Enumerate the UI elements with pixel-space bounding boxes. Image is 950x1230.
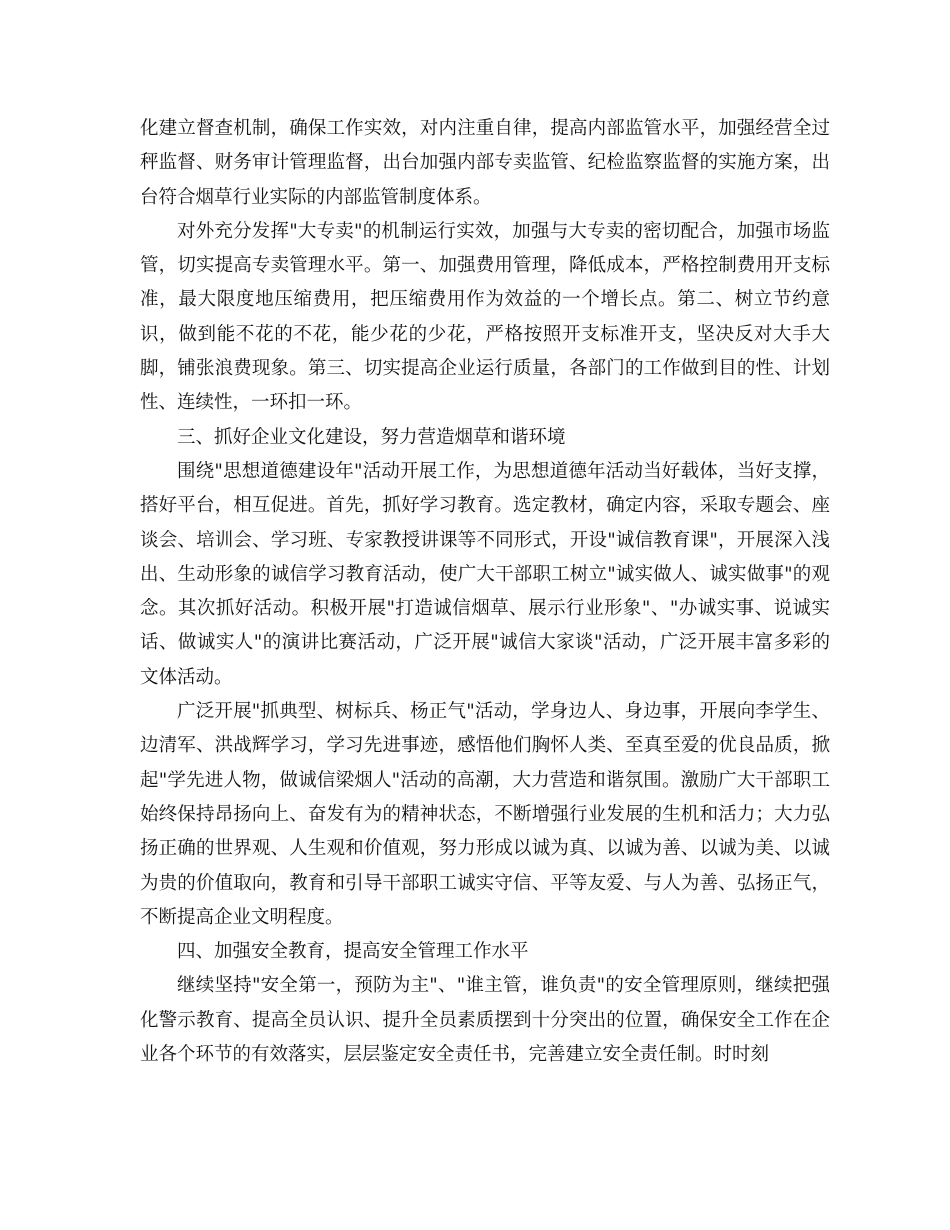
paragraph-external-supervision: 对外充分发挥"大专卖"的机制运行实效，加强与大专卖的密切配合，加强市场监管，切实提高专卖管理水平。第一、加强费用管理，降低成本，严格控制费用开支标准，最大限度地压缩费用，把压缩费用作为效益的一个增长点。第二、树立节约意识，做到能不花的不花，能少花的少花，严格按照开支标准开支，坚决反对大手大脚，铺张浪费现象。第三、切实提高企业运行质量，各部门的工作做到目的性、计划性、连续性，一环扣一环。 xyxy=(140,220,830,414)
paragraph-continuation: 化建立督查机制，确保工作实效，对内注重自律，提高内部监管水平，加强经营全过秤监督、财务审计管理监督，出台加强内部专卖监管、纪检监察监督的实施方案，出台符合烟草行业实际的内部监管制度体系。 xyxy=(140,118,830,208)
paragraph-safety: 继续坚持"安全第一，预防为主"、"谁主管，谁负责"的安全管理原则，继续把强化警示教育、提高全员认识、提升全员素质摆到十分突出的位置，确保安全工作在企业各个环节的有效落实，层层鉴定安全责任书，完善建立安全责任制。时时刻 xyxy=(140,975,830,1066)
document-body xyxy=(140,112,830,1072)
paragraph-moral-construction: 围绕"思想道德建设年"活动开展工作，为思想道德年活动当好载体，当好支撑，搭好平台，相互促进。首先，抓好学习教育。选定教材，确定内容，采取专题会、座谈会、培训会、学习班、专家教授讲课等不同形式，开设"诚信教育课"，开展深入浅出、生动形象的诚信学习教育活动，使广大干部职工树立"诚实做人、诚实做事"的观念。其次抓好活动。积极开展"打造诚信烟草、展示行业形象"、"办诚实事、说诚实话、做诚实人"的演讲比赛活动，广泛开展"诚信大家谈"活动，广泛开展丰富多彩的文体活动。 xyxy=(140,460,830,688)
section-heading-4: 四、加强安全教育，提高安全管理工作水平 xyxy=(177,941,529,963)
section-heading-3: 三、抓好企业文化建设，努力营造烟草和谐环境 xyxy=(177,426,566,448)
paragraph-role-models: 广泛开展"抓典型、树标兵、杨正气"活动，学身边人、身边事，开展向李学生、边清军、洪战辉学习，学习先进事迹，感悟他们胸怀人类、至真至爱的优良品质，掀起"学先进人物，做诚信梁烟人"活动的高潮，大力营造和谐氛围。激励广大干部职工始终保持昂扬向上、奋发有为的精神状态，不断增强行业发展的生机和活力；大力弘扬正确的世界观、人生观和价值观，努力形成以诚为真、以诚为善、以诚为美、以诚为贵的价值取向，教育和引导干部职工诚实守信、平等友爱、与人为善、弘扬正气，不断提高企业文明程度。 xyxy=(140,701,830,928)
